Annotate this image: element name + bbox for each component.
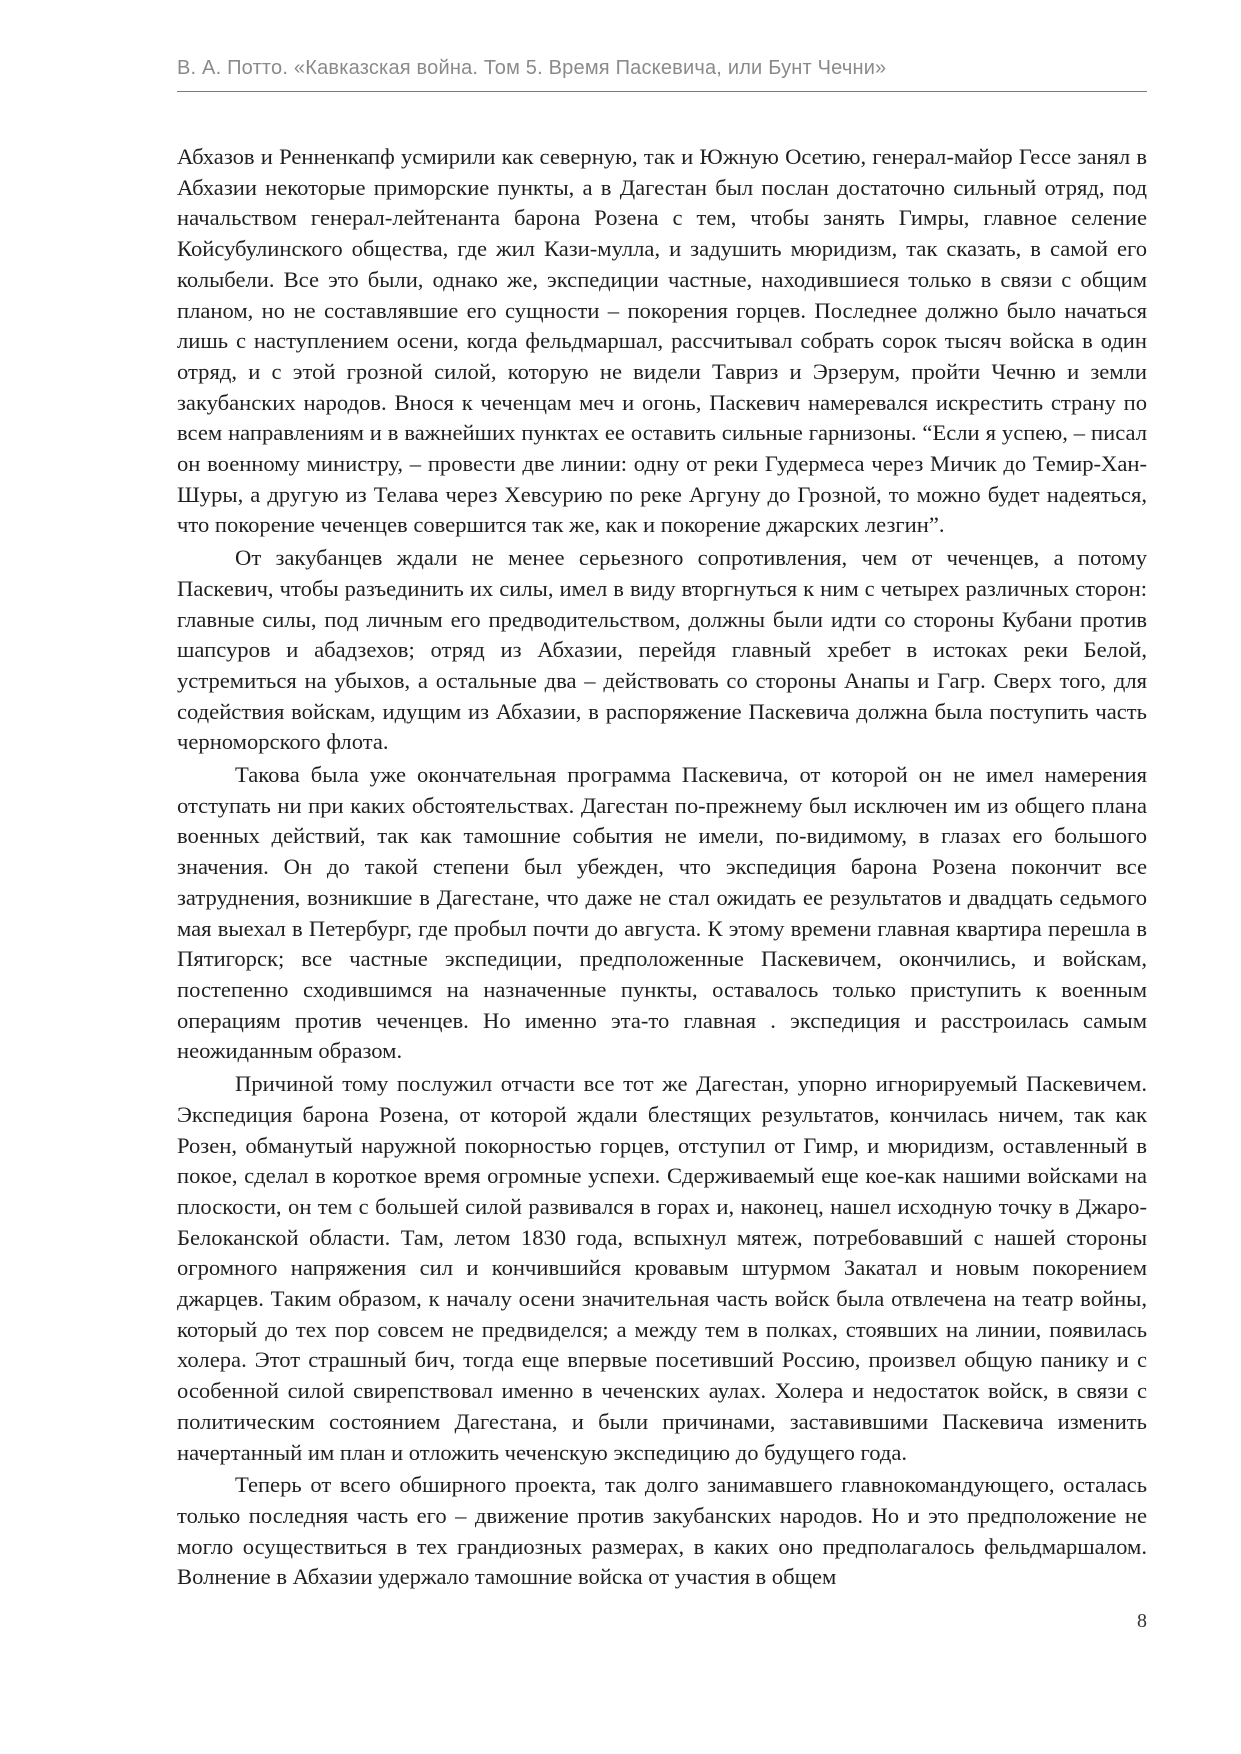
paragraph: Теперь от всего обширного проекта, так долго занимавшего главнокомандующего, осталась только последняя часть его – движение против закубанских народов. Но и это предположение не могло осуществиться в тех грандиозных размерах, в каких оно предполагалось фельдмаршалом. Волнение в Абхазии удержало тамошние войска от участия в общем: [177, 1472, 1147, 1590]
paragraph: Абхазов и Ренненкапф усмирили как северную, так и Южную Осетию, генерал-майор Гессе занял в Абхазии некоторые приморские пункты, а в Дагестан был послан достаточно сильный отряд, под начальством генерал-лейтенанта барона Розена с тем, чтобы занять Гимры, главное селение Койсубулинского общества, где жил Кази-мулла, и задушить мюридизм, так сказать, в самой его колыбели. Все это были, однако же, экспедиции частные, находившиеся только в связи с общим планом, но не составлявшие его сущности – покорения горцев. Последнее должно было начаться лишь с наступлением осени, когда фельдмаршал, рассчитывал собрать сорок тысяч войска в один отряд, и с этой грозной силой, которую не видели Тавриз и Эрзерум, пройти Чечню и земли закубанских народов. Внося к чеченцам меч и огонь, Паскевич намеревался искрестить страну по всем направлениям и в важнейших пунктах ее оставить сильные гарнизоны. “Если я успею, – писал он военному министру, – провести две линии: одну от реки Гудермеса через Мичик до Темир-Хан-Шуры, а другую из Телава через Хевсурию по реке Аргуну до Грозной, то можно будет надеяться, что покорение чеченцев совершится так же, как и покорение джарских лезгин”.: [177, 144, 1147, 538]
page-number: 8: [1137, 1610, 1147, 1632]
header-divider: [177, 91, 1147, 92]
paragraph: Такова была уже окончательная программа Паскевича, от которой он не имел намерения отступать ни при каких обстоятельствах. Дагестан по-прежнему был исключен им из общего плана военных действий, так как тамошние события не имели, по-видимому, в глазах его большого значения. Он до такой степени был убежден, что экспедиция барона Розена покончит все затруднения, возникшие в Дагестане, что даже не стал ожидать ее результатов и двадцать седьмого мая выехал в Петербург, где пробыл почти до августа. К этому времени главная квартира перешла в Пятигорск; все частные экспедиции, предположенные Паскевичем, окончились, и войскам, постепенно сходившимся на назначенные пункты, оставалось только приступить к военным операциям против чеченцев. Но именно эта-то главная . экспедиция и расстроилась самым неожиданным образом.: [177, 762, 1147, 1064]
body-text: [177, 142, 1147, 1593]
paragraph: От закубанцев ждали не менее серьезного сопротивления, чем от чеченцев, а потому Паскевич, чтобы разъединить их силы, имел в виду вторгнуться к ним с четырех различных сторон: главные силы, под личным его предводительством, должны были идти со стороны Кубани против шапсуров и абадзехов; отряд из Абхазии, перейдя главный хребет в истоках реки Белой, устремиться на убыхов, а остальные два – действовать со стороны Анапы и Гагр. Сверх того, для содействия войскам, идущим из Абхазии, в распоряжение Паскевича должна была поступить часть черноморского флота.: [177, 545, 1147, 755]
paragraph: Причиной тому послужил отчасти все тот же Дагестан, упорно игнорируемый Паскевичем. Экспедиция барона Розена, от которой ждали блестящих результатов, кончилась ничем, так как Розен, обманутый наружной покорностью горцев, отступил от Гимр, и мюридизм, оставленный в покое, сделал в короткое время огромные успехи. Сдерживаемый еще кое-как нашими войсками на плоскости, он тем с большей силой развивался в горах и, наконец, нашел исходную точку в Джаро-Белоканской области. Там, летом 1830 года, вспыхнул мятеж, потребовавший с нашей стороны огромного напряжения сил и кончившийся кровавым штурмом Закатал и новым покорением джарцев. Таким образом, к началу осени значительная часть войск была отвлечена на театр войны, который до тех пор совсем не предвиделся; а между тем в полках, стоявших на линии, появилась холера. Этот страшный бич, тогда еще впервые посетивший Россию, произвел общую панику и с особенной силой свирепствовал именно в чеченских аулах. Холера и недостаток войск, в связи с политическим состоянием Дагестана, и были причинами, заставившими Паскевича изменить начертанный им план и отложить чеченскую экспедицию до будущего года.: [177, 1071, 1147, 1465]
running-header: В. А. Потто. «Кавказская война. Том 5. Время Паскевича, или Бунт Чечни»: [177, 57, 887, 79]
